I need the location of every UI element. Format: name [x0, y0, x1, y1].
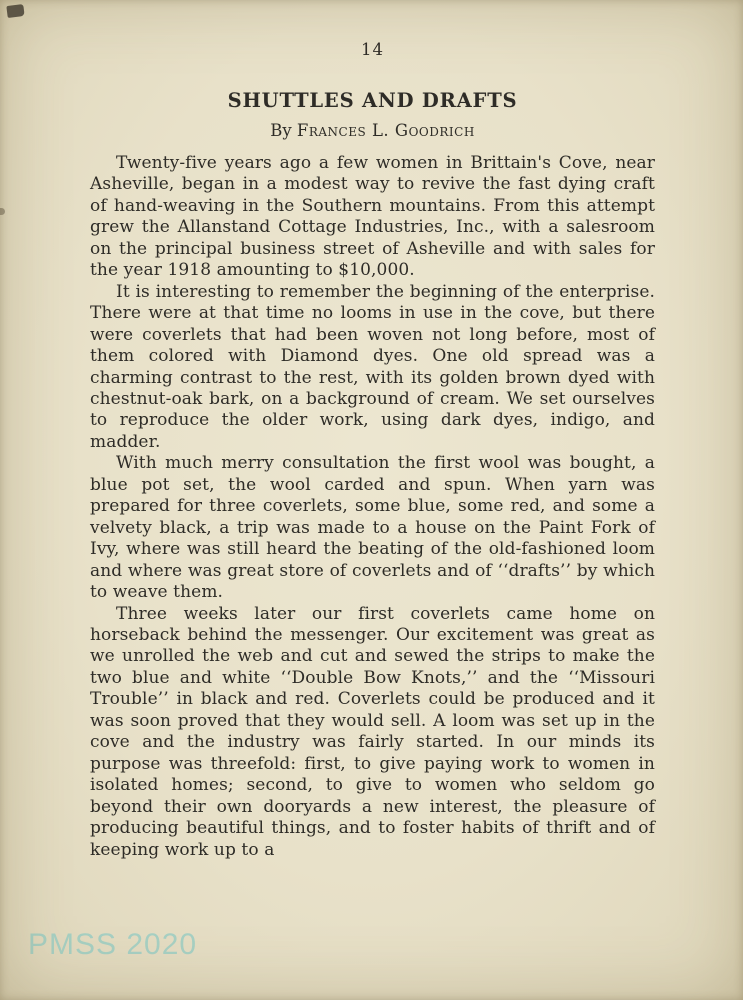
- author-name: Frances L. Goodrich: [296, 121, 475, 140]
- paragraph: With much merry consultation the first wool was bought, a blue pot set, the wool carded and spun. When yarn was prepared for three coverlets, some blue, some red, and some a velvety black, a trip was made to a house on the Paint Fork of Ivy, where was still heard the beating of the old-fashioned loom and where was great store of coverlets and of ‘‘drafts’’ by which to weave them.: [90, 453, 655, 603]
- byline-prefix: By: [270, 121, 292, 140]
- paragraph: Twenty-five years ago a few women in Brittain's Cove, near Asheville, began in a modest way to revive the fast dying craft of hand-weaving in the Southern mountains. From this attempt grew the Allanstand Cottage Industries, Inc., with a salesroom on the principal business street of Asheville and with sales for the year 1918 amounting to $10,000.: [90, 153, 655, 281]
- watermark: PMSS 2020: [28, 928, 198, 961]
- paragraph: Three weeks later our first coverlets came home on horseback behind the messenger. Our excitement was great as we unrolled the web and cut and sewed the strips to make the two blue and white ‘‘Double Bow Knots,’’ and the ‘‘Missouri Trouble’’ in black and red. Coverlets could be produced and it was soon proved that they would sell. A loom was set up in the cove and the industry was fairly started. In our minds its purpose was threefold: first, to give paying work to women in isolated homes; second, to give to women who seldom go beyond their own dooryards a new interest, the pleasure of producing beautiful things, and to foster habits of thrift and of keeping work up to a: [90, 603, 655, 860]
- paragraph: It is interesting to remember the beginning of the enterprise. There were at that time no looms in use in the cove, but there were coverlets that had been woven not long before, most of them colored with Diamond dyes. One old spread was a charming contrast to the rest, with its golden brown dyed with chestnut-oak bark, on a background of cream. We set ourselves to reproduce the older work, using dark dyes, indigo, and madder.: [90, 281, 655, 452]
- article-body: [90, 153, 655, 861]
- scan-corner-artifact: [6, 4, 24, 18]
- page-content: [90, 40, 655, 861]
- page-number: 14: [361, 40, 384, 59]
- article-title: SHUTTLES AND DRAFTS: [227, 89, 518, 112]
- byline: [90, 121, 655, 140]
- scan-edge-speck: [0, 208, 5, 215]
